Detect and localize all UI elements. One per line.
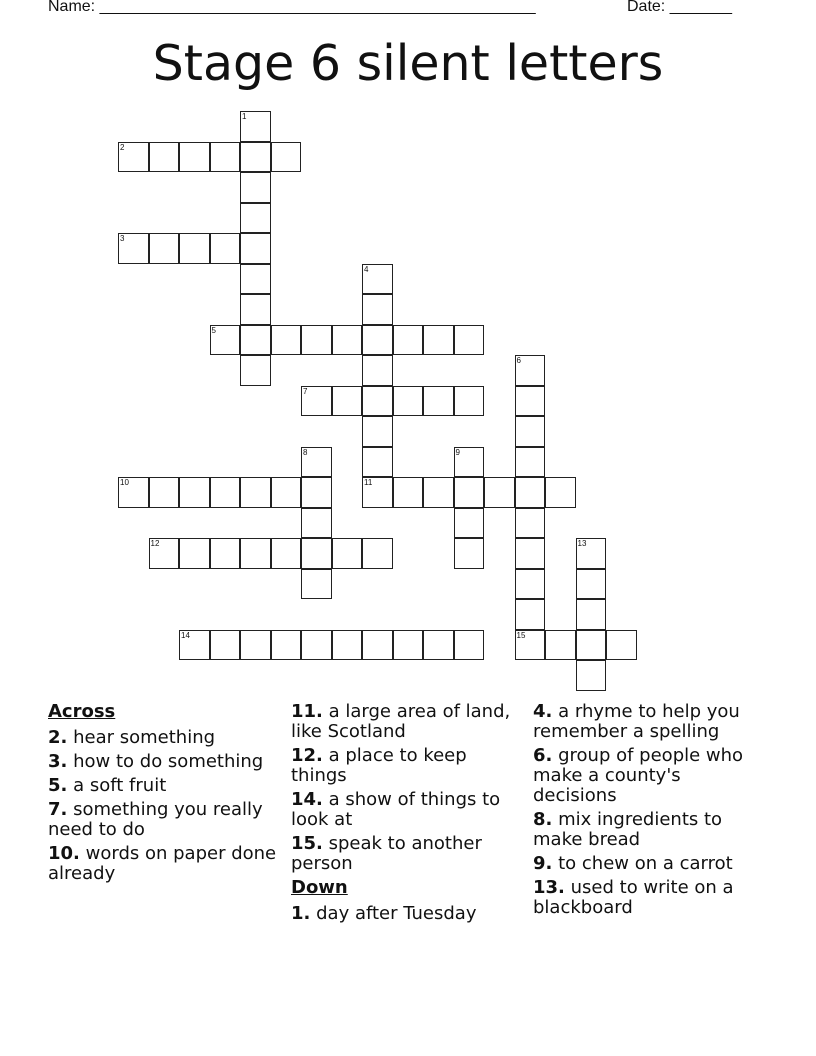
crossword-cell[interactable] (515, 538, 546, 569)
crossword-cell[interactable] (271, 477, 302, 508)
clue-column-1 (48, 702, 284, 888)
crossword-cell[interactable] (240, 538, 271, 569)
crossword-cell[interactable] (515, 477, 546, 508)
clue-number-label: 9. (533, 853, 553, 874)
crossword-cell[interactable] (240, 172, 271, 203)
clue-text: a show of things to look at (291, 789, 501, 830)
crossword-cell[interactable] (454, 630, 485, 661)
date-field-label: Date: _______ (627, 0, 732, 15)
crossword-cell[interactable] (332, 325, 363, 356)
crossword-cell[interactable] (393, 325, 424, 356)
crossword-cell[interactable] (210, 538, 241, 569)
clue-item (291, 746, 527, 786)
clue-text: a large area of land, like Scotland (291, 701, 511, 742)
crossword-cell[interactable] (179, 538, 210, 569)
crossword-cell[interactable] (515, 386, 546, 417)
clue-text: day after Tuesday (316, 903, 477, 924)
crossword-cell[interactable] (240, 203, 271, 234)
clue-number-label: 12. (291, 745, 323, 766)
clue-column-3 (533, 702, 769, 922)
clue-number: 5 (211, 325, 216, 335)
crossword-cell[interactable] (240, 142, 271, 173)
clue-item (48, 728, 284, 748)
crossword-cell[interactable] (454, 508, 485, 539)
clue-item (291, 904, 527, 924)
clue-item (533, 746, 769, 806)
crossword-cell[interactable] (454, 325, 485, 356)
crossword-cell[interactable] (362, 416, 393, 447)
crossword-cell[interactable] (332, 538, 363, 569)
crossword-cell[interactable] (179, 233, 210, 264)
clue-text: mix ingredients to make bread (533, 809, 723, 850)
clue-column-2 (291, 702, 527, 928)
clue-text: words on paper done already (48, 843, 277, 884)
crossword-cell[interactable] (362, 630, 393, 661)
crossword-cell[interactable] (149, 142, 180, 173)
clue-item (533, 878, 769, 918)
crossword-cell[interactable] (515, 599, 546, 630)
crossword-cell[interactable] (149, 477, 180, 508)
clue-number: 9 (455, 447, 460, 457)
crossword-cell[interactable] (301, 477, 332, 508)
crossword-cell[interactable] (576, 569, 607, 600)
crossword-cell[interactable] (271, 538, 302, 569)
crossword-cell[interactable] (362, 355, 393, 386)
clue-text: a soft fruit (73, 775, 167, 796)
crossword-cell[interactable] (576, 660, 607, 691)
crossword-cell[interactable] (240, 355, 271, 386)
crossword-cell[interactable] (393, 477, 424, 508)
crossword-cell[interactable] (179, 142, 210, 173)
crossword-cell[interactable] (271, 142, 302, 173)
crossword-cell[interactable] (301, 538, 332, 569)
crossword-cell[interactable] (484, 477, 515, 508)
clue-number: 13 (577, 539, 587, 548)
clue-number: 1 (242, 112, 247, 121)
clue-item (48, 752, 284, 772)
crossword-cell[interactable] (423, 325, 454, 356)
clue-text: group of people who make a county's decisions (533, 745, 744, 806)
crossword-cell[interactable] (515, 447, 546, 478)
crossword-cell[interactable] (240, 233, 271, 264)
crossword-cell[interactable] (240, 477, 271, 508)
crossword-cell[interactable] (454, 538, 485, 569)
crossword-cell[interactable] (210, 233, 241, 264)
crossword-cell[interactable] (271, 630, 302, 661)
crossword-cell[interactable] (210, 477, 241, 508)
crossword-cell[interactable] (332, 386, 363, 417)
crossword-cell[interactable] (362, 325, 393, 356)
name-field-label: Name: _________________________________________________ (48, 0, 536, 15)
crossword-cell[interactable] (454, 386, 485, 417)
clue-number: 6 (516, 356, 521, 365)
crossword-cell[interactable] (576, 630, 607, 661)
crossword-cell[interactable] (240, 325, 271, 356)
clue-item (291, 790, 527, 830)
clue-item (291, 834, 527, 874)
clue-number: 7 (303, 386, 308, 396)
crossword-cell[interactable] (454, 477, 485, 508)
clue-text: something you really need to do (48, 799, 263, 840)
clue-item (533, 810, 769, 850)
clue-number-label: 6. (533, 745, 553, 766)
crossword-cell[interactable] (362, 294, 393, 325)
crossword-cell[interactable] (332, 630, 363, 661)
clue-number: 4 (364, 264, 369, 274)
crossword-cell[interactable] (423, 386, 454, 417)
crossword-cell[interactable] (515, 569, 546, 600)
crossword-cell[interactable] (362, 447, 393, 478)
crossword-cell[interactable] (301, 630, 332, 661)
clue-number-label: 11. (291, 701, 323, 722)
crossword-cell[interactable] (210, 142, 241, 173)
crossword-cell[interactable] (606, 630, 637, 661)
crossword-cell[interactable] (149, 233, 180, 264)
crossword-cell[interactable] (210, 630, 241, 661)
clue-number: 15 (516, 630, 526, 640)
clue-item (533, 854, 769, 874)
crossword-cell[interactable] (393, 630, 424, 661)
clue-number-label: 14. (291, 789, 323, 810)
clue-text: a place to keep things (291, 745, 467, 786)
clue-number-label: 2. (48, 727, 68, 748)
clue-item (533, 702, 769, 742)
crossword-cell[interactable] (301, 508, 332, 539)
crossword-cell[interactable] (362, 386, 393, 417)
crossword-cell[interactable] (423, 477, 454, 508)
crossword-cell[interactable] (576, 599, 607, 630)
clue-text: hear something (73, 727, 216, 748)
crossword-cell[interactable] (515, 508, 546, 539)
clue-number: 12 (150, 539, 160, 548)
clue-number-label: 13. (533, 877, 565, 898)
crossword-cell[interactable] (179, 477, 210, 508)
crossword-cell[interactable] (240, 630, 271, 661)
crossword-cell[interactable] (362, 538, 393, 569)
clue-number: 3 (120, 234, 125, 243)
clue-number: 11 (364, 478, 373, 487)
clue-number: 10 (120, 478, 129, 487)
crossword-cell[interactable] (240, 294, 271, 325)
crossword-cell[interactable] (240, 264, 271, 295)
clue-text: to chew on a carrot (558, 853, 733, 874)
clue-number-label: 10. (48, 843, 80, 864)
crossword-cell[interactable] (545, 630, 576, 661)
clue-number-label: 5. (48, 775, 68, 796)
clue-text: how to do something (73, 751, 264, 772)
clue-number-label: 15. (291, 833, 323, 854)
down-heading: Down (291, 877, 348, 898)
crossword-cell[interactable] (301, 569, 332, 600)
crossword-cell[interactable] (515, 416, 546, 447)
clue-text: speak to another person (291, 833, 482, 874)
crossword-cell[interactable] (301, 325, 332, 356)
crossword-cell[interactable] (393, 386, 424, 417)
page-title: Stage 6 silent letters (152, 35, 664, 92)
clue-number: 8 (303, 447, 308, 457)
clue-number-label: 7. (48, 799, 68, 820)
clue-number-label: 3. (48, 751, 68, 772)
clue-text: used to write on a blackboard (533, 877, 734, 918)
crossword-cell[interactable] (423, 630, 454, 661)
clue-item (48, 776, 284, 796)
clue-item (291, 702, 527, 742)
clue-item (48, 844, 284, 884)
clue-text: a rhyme to help you remember a spelling (533, 701, 740, 742)
clue-number-label: 8. (533, 809, 553, 830)
across-heading: Across (48, 701, 116, 722)
clue-item (48, 800, 284, 840)
clue-number: 2 (120, 142, 125, 152)
clue-number: 14 (181, 630, 190, 640)
crossword-cell[interactable] (545, 477, 576, 508)
clue-number-label: 4. (533, 701, 553, 722)
crossword-cell[interactable] (271, 325, 302, 356)
clue-number-label: 1. (291, 903, 311, 924)
